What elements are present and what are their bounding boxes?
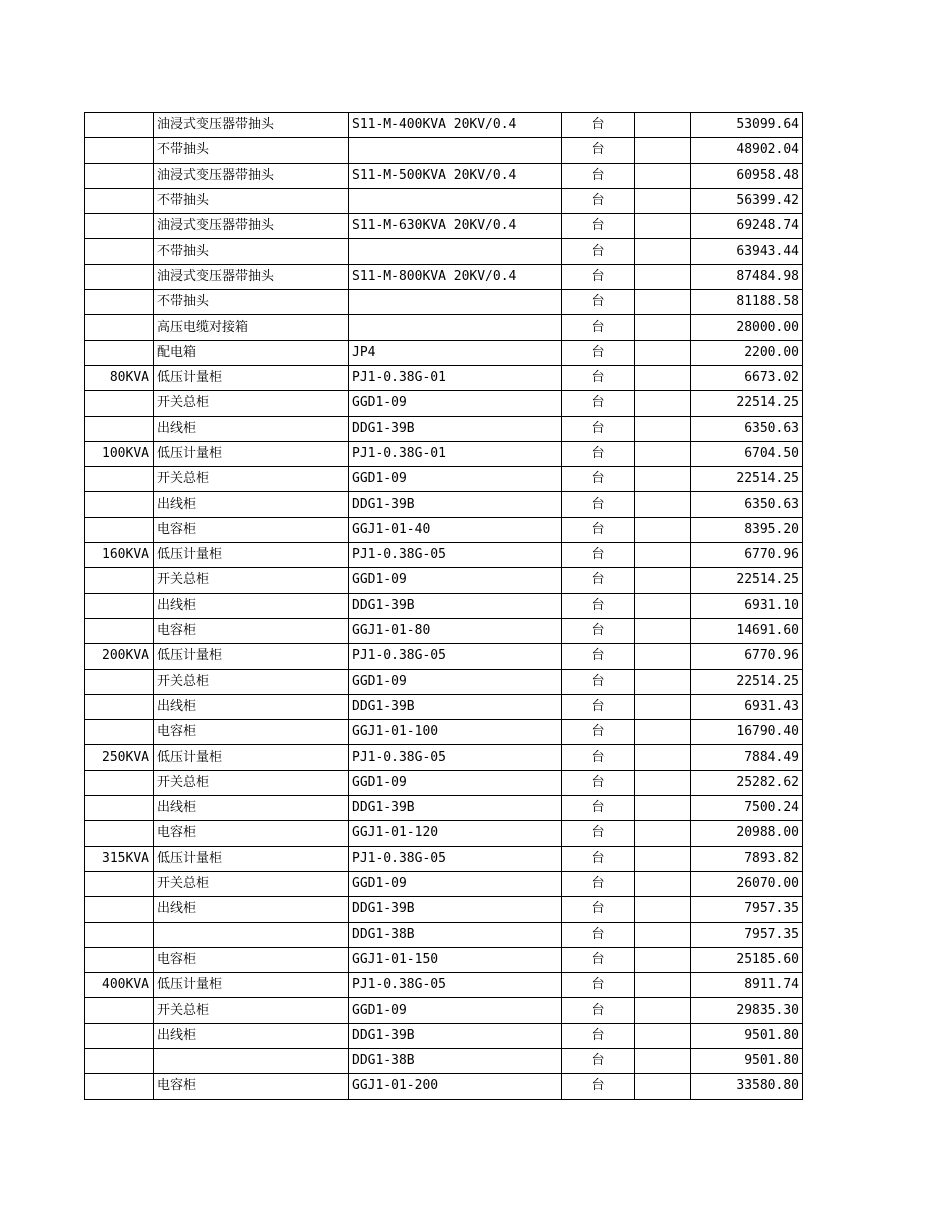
unit-cell: 台 [562, 568, 635, 593]
quantity-cell [635, 290, 691, 315]
capacity-cell [85, 618, 154, 643]
capacity-cell [85, 113, 154, 138]
capacity-cell: 100KVA [85, 441, 154, 466]
table-row [85, 1074, 803, 1099]
price-cell: 81188.58 [691, 290, 803, 315]
model-cell: GGJ1-01-100 [349, 720, 562, 745]
unit-cell: 台 [562, 441, 635, 466]
model-cell: PJ1-0.38G-05 [349, 745, 562, 770]
unit-cell: 台 [562, 543, 635, 568]
model-cell: GGJ1-01-120 [349, 821, 562, 846]
item-name-cell: 出线柜 [154, 694, 349, 719]
capacity-cell [85, 1048, 154, 1073]
quantity-cell [635, 568, 691, 593]
unit-cell: 台 [562, 416, 635, 441]
quantity-cell [635, 391, 691, 416]
table-row [85, 214, 803, 239]
price-cell: 6350.63 [691, 416, 803, 441]
capacity-cell [85, 264, 154, 289]
model-cell: DDG1-39B [349, 897, 562, 922]
price-cell: 22514.25 [691, 568, 803, 593]
capacity-cell [85, 897, 154, 922]
model-cell: DDG1-39B [349, 492, 562, 517]
item-name-cell: 开关总柜 [154, 391, 349, 416]
table-row [85, 770, 803, 795]
item-name-cell: 电容柜 [154, 947, 349, 972]
model-cell: DDG1-38B [349, 1048, 562, 1073]
table-row [85, 340, 803, 365]
table-row [85, 922, 803, 947]
model-cell: GGD1-09 [349, 669, 562, 694]
item-name-cell: 配电箱 [154, 340, 349, 365]
price-cell: 2200.00 [691, 340, 803, 365]
capacity-cell [85, 720, 154, 745]
quantity-cell [635, 871, 691, 896]
table-row [85, 543, 803, 568]
item-name-cell: 油浸式变压器带抽头 [154, 264, 349, 289]
price-cell: 6931.10 [691, 593, 803, 618]
capacity-cell [85, 315, 154, 340]
model-cell: GGD1-09 [349, 568, 562, 593]
quantity-cell [635, 239, 691, 264]
price-cell: 7500.24 [691, 796, 803, 821]
quantity-cell [635, 694, 691, 719]
item-name-cell: 油浸式变压器带抽头 [154, 113, 349, 138]
unit-cell: 台 [562, 340, 635, 365]
price-cell: 25282.62 [691, 770, 803, 795]
model-cell: DDG1-39B [349, 694, 562, 719]
capacity-cell: 315KVA [85, 846, 154, 871]
table-row [85, 846, 803, 871]
quantity-cell [635, 467, 691, 492]
model-cell: PJ1-0.38G-05 [349, 543, 562, 568]
item-name-cell: 油浸式变压器带抽头 [154, 214, 349, 239]
table-row [85, 467, 803, 492]
capacity-cell [85, 1074, 154, 1099]
table-row [85, 138, 803, 163]
capacity-cell [85, 467, 154, 492]
unit-cell: 台 [562, 593, 635, 618]
price-cell: 20988.00 [691, 821, 803, 846]
table-row [85, 113, 803, 138]
table-row [85, 897, 803, 922]
capacity-cell [85, 340, 154, 365]
unit-cell: 台 [562, 113, 635, 138]
price-cell: 6350.63 [691, 492, 803, 517]
price-cell: 33580.80 [691, 1074, 803, 1099]
capacity-cell [85, 821, 154, 846]
item-name-cell: 开关总柜 [154, 871, 349, 896]
quantity-cell [635, 897, 691, 922]
model-cell: DDG1-39B [349, 796, 562, 821]
capacity-cell: 80KVA [85, 365, 154, 390]
item-name-cell: 出线柜 [154, 897, 349, 922]
model-cell [349, 138, 562, 163]
unit-cell: 台 [562, 264, 635, 289]
price-cell: 69248.74 [691, 214, 803, 239]
item-name-cell: 开关总柜 [154, 770, 349, 795]
quantity-cell [635, 644, 691, 669]
model-cell: JP4 [349, 340, 562, 365]
quantity-cell [635, 593, 691, 618]
capacity-cell [85, 947, 154, 972]
table-row [85, 568, 803, 593]
capacity-cell [85, 163, 154, 188]
item-name-cell: 出线柜 [154, 1023, 349, 1048]
price-cell: 9501.80 [691, 1048, 803, 1073]
capacity-cell [85, 593, 154, 618]
unit-cell: 台 [562, 871, 635, 896]
model-cell: DDG1-38B [349, 922, 562, 947]
unit-cell: 台 [562, 846, 635, 871]
table-row [85, 441, 803, 466]
table-row [85, 517, 803, 542]
capacity-cell: 400KVA [85, 973, 154, 998]
quantity-cell [635, 1023, 691, 1048]
unit-cell: 台 [562, 998, 635, 1023]
table-row [85, 239, 803, 264]
capacity-cell: 250KVA [85, 745, 154, 770]
item-name-cell: 不带抽头 [154, 239, 349, 264]
capacity-cell [85, 290, 154, 315]
quantity-cell [635, 138, 691, 163]
item-name-cell: 电容柜 [154, 618, 349, 643]
quantity-cell [635, 264, 691, 289]
model-cell: PJ1-0.38G-01 [349, 365, 562, 390]
model-cell: GGD1-09 [349, 871, 562, 896]
item-name-cell: 电容柜 [154, 821, 349, 846]
capacity-cell [85, 391, 154, 416]
model-cell: GGJ1-01-150 [349, 947, 562, 972]
table-row [85, 163, 803, 188]
quantity-cell [635, 922, 691, 947]
model-cell [349, 239, 562, 264]
model-cell: DDG1-39B [349, 416, 562, 441]
capacity-cell [85, 239, 154, 264]
table-row [85, 492, 803, 517]
price-cell: 26070.00 [691, 871, 803, 896]
table-row [85, 947, 803, 972]
price-cell: 56399.42 [691, 188, 803, 213]
model-cell: S11-M-630KVA 20KV/0.4 [349, 214, 562, 239]
table-row [85, 1023, 803, 1048]
item-name-cell: 低压计量柜 [154, 644, 349, 669]
model-cell: DDG1-39B [349, 1023, 562, 1048]
model-cell [349, 315, 562, 340]
price-cell: 6704.50 [691, 441, 803, 466]
capacity-cell [85, 214, 154, 239]
model-cell [349, 290, 562, 315]
quantity-cell [635, 441, 691, 466]
model-cell: GGJ1-01-80 [349, 618, 562, 643]
quantity-cell [635, 315, 691, 340]
item-name-cell: 电容柜 [154, 517, 349, 542]
quantity-cell [635, 340, 691, 365]
model-cell: S11-M-500KVA 20KV/0.4 [349, 163, 562, 188]
capacity-cell: 200KVA [85, 644, 154, 669]
item-name-cell: 低压计量柜 [154, 441, 349, 466]
item-name-cell: 不带抽头 [154, 290, 349, 315]
item-name-cell: 电容柜 [154, 720, 349, 745]
table-row [85, 998, 803, 1023]
price-cell: 22514.25 [691, 467, 803, 492]
item-name-cell: 开关总柜 [154, 568, 349, 593]
quantity-cell [635, 214, 691, 239]
capacity-cell [85, 188, 154, 213]
unit-cell: 台 [562, 467, 635, 492]
model-cell: GGD1-09 [349, 467, 562, 492]
table-row [85, 973, 803, 998]
price-cell: 60958.48 [691, 163, 803, 188]
unit-cell: 台 [562, 315, 635, 340]
unit-cell: 台 [562, 517, 635, 542]
model-cell: S11-M-800KVA 20KV/0.4 [349, 264, 562, 289]
quantity-cell [635, 163, 691, 188]
capacity-cell [85, 796, 154, 821]
unit-cell: 台 [562, 618, 635, 643]
price-cell: 25185.60 [691, 947, 803, 972]
unit-cell: 台 [562, 947, 635, 972]
table-row [85, 264, 803, 289]
quantity-cell [635, 492, 691, 517]
capacity-cell [85, 138, 154, 163]
unit-cell: 台 [562, 1074, 635, 1099]
item-name-cell: 油浸式变压器带抽头 [154, 163, 349, 188]
price-cell: 63943.44 [691, 239, 803, 264]
capacity-cell [85, 694, 154, 719]
unit-cell: 台 [562, 188, 635, 213]
quantity-cell [635, 720, 691, 745]
price-cell: 7884.49 [691, 745, 803, 770]
model-cell: GGJ1-01-200 [349, 1074, 562, 1099]
quantity-cell [635, 543, 691, 568]
capacity-cell [85, 492, 154, 517]
item-name-cell: 不带抽头 [154, 138, 349, 163]
table-row [85, 821, 803, 846]
price-cell: 7957.35 [691, 922, 803, 947]
price-cell: 6770.96 [691, 644, 803, 669]
quantity-cell [635, 770, 691, 795]
price-cell: 6931.43 [691, 694, 803, 719]
model-cell: GGJ1-01-40 [349, 517, 562, 542]
table-row [85, 669, 803, 694]
table-row [85, 365, 803, 390]
unit-cell: 台 [562, 1023, 635, 1048]
item-name-cell: 低压计量柜 [154, 365, 349, 390]
price-cell: 22514.25 [691, 391, 803, 416]
item-name-cell: 出线柜 [154, 492, 349, 517]
quantity-cell [635, 618, 691, 643]
table-row [85, 618, 803, 643]
quantity-cell [635, 998, 691, 1023]
capacity-cell [85, 770, 154, 795]
unit-cell: 台 [562, 644, 635, 669]
item-name-cell: 低压计量柜 [154, 846, 349, 871]
item-name-cell: 低压计量柜 [154, 543, 349, 568]
capacity-cell [85, 1023, 154, 1048]
item-name-cell: 开关总柜 [154, 467, 349, 492]
unit-cell: 台 [562, 214, 635, 239]
table-row [85, 290, 803, 315]
model-cell: GGD1-09 [349, 391, 562, 416]
capacity-cell [85, 517, 154, 542]
quantity-cell [635, 973, 691, 998]
price-cell: 8395.20 [691, 517, 803, 542]
unit-cell: 台 [562, 922, 635, 947]
price-cell: 9501.80 [691, 1023, 803, 1048]
unit-cell: 台 [562, 163, 635, 188]
unit-cell: 台 [562, 138, 635, 163]
item-name-cell: 出线柜 [154, 416, 349, 441]
table-row [85, 745, 803, 770]
price-cell: 6673.02 [691, 365, 803, 390]
model-cell: S11-M-400KVA 20KV/0.4 [349, 113, 562, 138]
model-cell: PJ1-0.38G-05 [349, 973, 562, 998]
model-cell: GGD1-09 [349, 998, 562, 1023]
quantity-cell [635, 1074, 691, 1099]
model-cell: GGD1-09 [349, 770, 562, 795]
unit-cell: 台 [562, 796, 635, 821]
quantity-cell [635, 669, 691, 694]
unit-cell: 台 [562, 770, 635, 795]
table-row [85, 1048, 803, 1073]
table-row [85, 871, 803, 896]
table-row [85, 720, 803, 745]
item-name-cell: 低压计量柜 [154, 745, 349, 770]
item-name-cell: 不带抽头 [154, 188, 349, 213]
unit-cell: 台 [562, 720, 635, 745]
table-row [85, 416, 803, 441]
capacity-cell [85, 998, 154, 1023]
capacity-cell: 160KVA [85, 543, 154, 568]
quantity-cell [635, 365, 691, 390]
unit-cell: 台 [562, 897, 635, 922]
table-row [85, 593, 803, 618]
price-cell: 6770.96 [691, 543, 803, 568]
price-cell: 48902.04 [691, 138, 803, 163]
price-cell: 29835.30 [691, 998, 803, 1023]
unit-cell: 台 [562, 290, 635, 315]
table-row [85, 694, 803, 719]
item-name-cell: 电容柜 [154, 1074, 349, 1099]
model-cell: PJ1-0.38G-05 [349, 644, 562, 669]
unit-cell: 台 [562, 1048, 635, 1073]
item-name-cell: 出线柜 [154, 796, 349, 821]
quantity-cell [635, 796, 691, 821]
price-cell: 8911.74 [691, 973, 803, 998]
price-cell: 14691.60 [691, 618, 803, 643]
table-row [85, 391, 803, 416]
quantity-cell [635, 113, 691, 138]
price-cell: 7893.82 [691, 846, 803, 871]
capacity-cell [85, 871, 154, 896]
capacity-cell [85, 416, 154, 441]
price-cell: 16790.40 [691, 720, 803, 745]
price-cell: 87484.98 [691, 264, 803, 289]
table-row [85, 796, 803, 821]
unit-cell: 台 [562, 694, 635, 719]
model-cell: PJ1-0.38G-01 [349, 441, 562, 466]
unit-cell: 台 [562, 669, 635, 694]
capacity-cell [85, 922, 154, 947]
unit-cell: 台 [562, 821, 635, 846]
capacity-cell [85, 568, 154, 593]
item-name-cell [154, 922, 349, 947]
price-cell: 7957.35 [691, 897, 803, 922]
table-row [85, 315, 803, 340]
price-cell: 28000.00 [691, 315, 803, 340]
unit-cell: 台 [562, 745, 635, 770]
item-name-cell: 高压电缆对接箱 [154, 315, 349, 340]
item-name-cell: 开关总柜 [154, 998, 349, 1023]
unit-cell: 台 [562, 239, 635, 264]
quantity-cell [635, 846, 691, 871]
quantity-cell [635, 745, 691, 770]
model-cell [349, 188, 562, 213]
quantity-cell [635, 821, 691, 846]
quantity-cell [635, 416, 691, 441]
price-cell: 22514.25 [691, 669, 803, 694]
item-name-cell: 低压计量柜 [154, 973, 349, 998]
capacity-cell [85, 669, 154, 694]
quantity-cell [635, 517, 691, 542]
model-cell: DDG1-39B [349, 593, 562, 618]
unit-cell: 台 [562, 391, 635, 416]
item-name-cell: 出线柜 [154, 593, 349, 618]
price-table [84, 112, 803, 1100]
unit-cell: 台 [562, 365, 635, 390]
quantity-cell [635, 1048, 691, 1073]
price-table-body [85, 113, 803, 1100]
model-cell: PJ1-0.38G-05 [349, 846, 562, 871]
item-name-cell: 开关总柜 [154, 669, 349, 694]
quantity-cell [635, 188, 691, 213]
table-row [85, 644, 803, 669]
quantity-cell [635, 947, 691, 972]
unit-cell: 台 [562, 973, 635, 998]
table-row [85, 188, 803, 213]
price-cell: 53099.64 [691, 113, 803, 138]
unit-cell: 台 [562, 492, 635, 517]
item-name-cell [154, 1048, 349, 1073]
